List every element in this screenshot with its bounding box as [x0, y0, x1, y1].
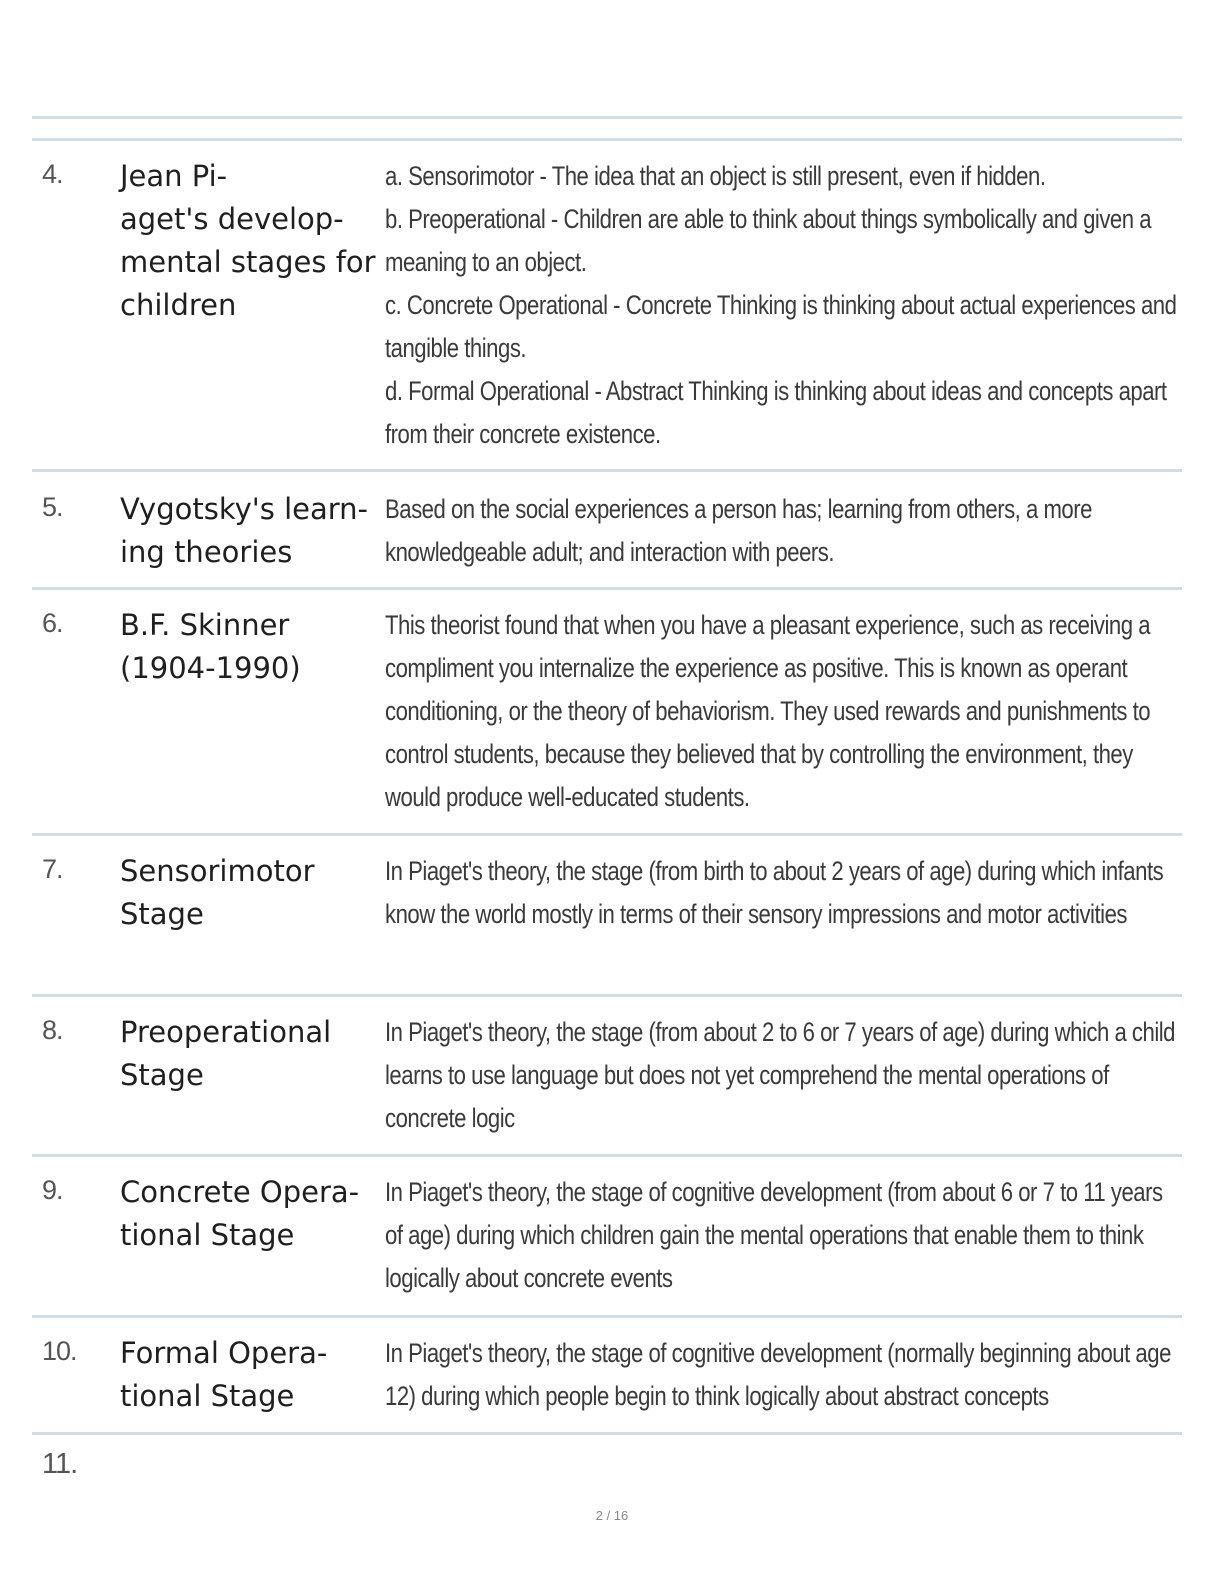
card-definition: In Piaget's theory, the stage of cognitive development (normally beginning about age 12) during which people begin to think logically about abstract concepts	[385, 1338, 1171, 1411]
card-number: 6.	[42, 608, 63, 638]
page-number: 2 / 16	[595, 1508, 629, 1523]
flashcard-list	[32, 141, 1182, 1435]
flashcard-row	[32, 472, 1182, 590]
card-term: Vygotsky's learn- ing theories	[120, 492, 369, 569]
card-term: B.F. Skinner (1904-1990)	[120, 608, 301, 685]
card-number: 7.	[42, 854, 63, 884]
flashcard-row	[32, 836, 1182, 997]
flashcard-row	[32, 1157, 1182, 1318]
card-definition: This theorist found that when you have a pleasant experience, such as receiving a compliment you internalize the experience as positive. This is known as operant conditioning, or the theory of behaviorism. They used rewards and punishments to control students, because they believed that by controlling the environment, they would produce well-educated students.	[385, 610, 1151, 812]
flashcard-row	[32, 141, 1182, 472]
card-number: 10.	[42, 1336, 77, 1366]
flashcard-row	[32, 1318, 1182, 1435]
card-number: 4.	[42, 159, 63, 189]
card-term: Formal Opera- tional Stage	[120, 1336, 328, 1413]
card-number: 8.	[42, 1015, 63, 1045]
card-definition: Based on the social experiences a person has; learning from others, a more knowledgeable adult; and interaction with peers.	[385, 494, 1092, 567]
card-definition: In Piaget's theory, the stage (from birth to about 2 years of age) during which infants know the world mostly in terms of their sensory impressions and motor activities	[385, 856, 1164, 929]
card-definition: a. Sensorimotor - The idea that an object is still present, even if hidden. b. Preoperational - Children are able to think about things symbolically and given a meaning to an object. c. Concrete Operational - Concrete Thinking is thinking about actual experiences and tangible things. d. Formal Operational - Abstract Thinking is thinking about ideas and concepts apart from their concrete existence.	[385, 161, 1177, 449]
top-divider	[32, 116, 1182, 119]
card-term: Jean Pi- aget's develop- mental stages for children	[120, 159, 376, 322]
card-term: Preoperational Stage	[120, 1015, 332, 1092]
card-definition: In Piaget's theory, the stage of cognitive development (from about 6 or 7 to 11 years of age) during which children gain the mental operations that enable them to think logically about concrete events	[385, 1177, 1163, 1293]
flashcard-row	[32, 590, 1182, 836]
card-term: Concrete Opera- tional Stage	[120, 1175, 360, 1252]
card-number: 5.	[42, 492, 63, 522]
card-definition: In Piaget's theory, the stage (from about 2 to 6 or 7 years of age) during which a child learns to use language but does not yet comprehend the mental operations of concrete logic	[385, 1017, 1176, 1133]
card-number: 11.	[42, 1448, 78, 1480]
card-term: Sensorimotor Stage	[120, 854, 315, 931]
card-number: 9.	[42, 1175, 63, 1205]
flashcard-row	[32, 997, 1182, 1157]
